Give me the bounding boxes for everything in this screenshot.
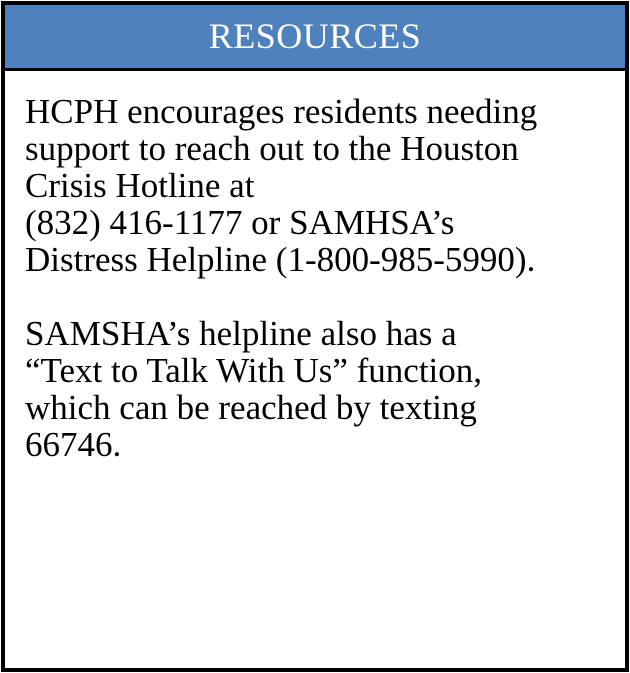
hotline-line-3: Crisis Hotline at xyxy=(25,166,255,205)
text-line-4: 66746. xyxy=(25,425,122,464)
text-line-2: “Text to Talk With Us” function, xyxy=(25,351,483,390)
hotline-line-5: Distress Helpline (1-800-985-5990). xyxy=(25,240,536,279)
hotline-line-2: support to reach out to the Houston xyxy=(25,129,519,168)
resources-body xyxy=(25,93,615,463)
text-line-3: which can be reached by texting xyxy=(25,388,477,427)
hotline-line-4: (832) 416-1177 or SAMHSA’s xyxy=(25,203,455,242)
text-line-1: SAMSHA’s helpline also has a xyxy=(25,314,457,353)
resources-box xyxy=(1,1,629,672)
hotline-line-1: HCPH encourages residents needing xyxy=(25,92,538,131)
resources-header: RESOURCES xyxy=(5,5,625,71)
hotline-paragraph xyxy=(25,93,615,278)
text-line-paragraph xyxy=(25,315,615,463)
